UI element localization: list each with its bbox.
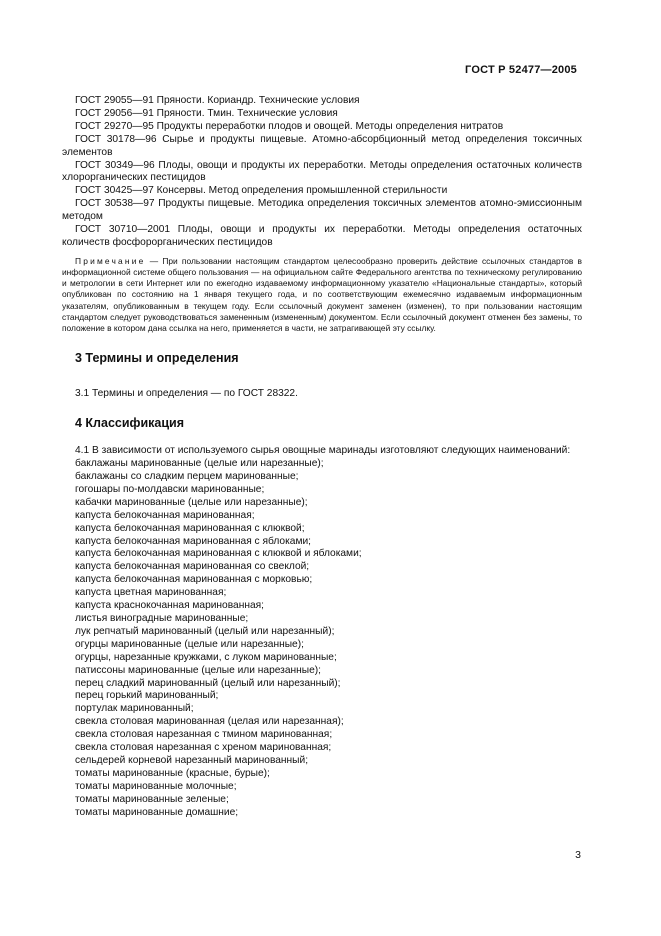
note-paragraph bbox=[62, 256, 582, 334]
reference-item: ГОСТ 29270—95 Продукты переработки плодов и овощей. Методы определения нитратов bbox=[75, 120, 504, 132]
list-item: патиссоны маринованные (целые или нарезанные); bbox=[75, 664, 321, 676]
section-4-intro: 4.1 В зависимости от используемого сырья овощные маринады изготовляют следующих наименований: bbox=[75, 445, 571, 457]
list-item: капуста белокочанная маринованная с клюквой и яблоками; bbox=[75, 548, 362, 560]
list-item: баклажаны маринованные (целые или нарезанные); bbox=[75, 458, 324, 470]
reference-item: ГОСТ 29055—91 Пряности. Кориандр. Технические условия bbox=[75, 95, 360, 106]
list-item: капуста белокочанная маринованная с морковью; bbox=[75, 574, 313, 586]
list-item: капуста цветная маринованная; bbox=[75, 587, 227, 599]
reference-item: ГОСТ 30710—2001 Плоды, овощи и продукты их переработки. Методы определения остаточных количеств фосфорорганических пестицидов bbox=[62, 224, 582, 248]
list-item: баклажаны со сладким перцем маринованные; bbox=[75, 471, 299, 483]
reference-item: ГОСТ 30425—97 Консервы. Метод определения промышленной стерильности bbox=[75, 185, 448, 197]
section-3-heading: 3 Термины и определения bbox=[75, 351, 239, 366]
list-item: лук репчатый маринованный (целый или нарезанный); bbox=[75, 625, 335, 637]
normative-references bbox=[62, 95, 582, 250]
reference-item: ГОСТ 30349—96 Плоды, овощи и продукты их переработки. Методы определения остаточных количеств хлорорганических пестицидов bbox=[62, 159, 582, 184]
document-header: ГОСТ Р 52477—2005 bbox=[465, 64, 577, 76]
list-item: капуста краснокочанная маринованная; bbox=[75, 600, 264, 612]
list-item: томаты маринованные домашние; bbox=[75, 806, 239, 818]
list-item: томаты маринованные (красные, бурые); bbox=[75, 767, 270, 779]
list-item: гогошары по-молдавски маринованные; bbox=[75, 483, 265, 495]
list-item: перец сладкий маринованный (целый или нарезанный); bbox=[75, 677, 341, 689]
list-item: капуста белокочанная маринованная со свеклой; bbox=[75, 561, 310, 573]
marinade-list bbox=[62, 458, 582, 819]
reference-item: ГОСТ 30538—97 Продукты пищевые. Методика определения токсичных элементов атомно-эмиссионным методом bbox=[62, 198, 582, 223]
list-item: томаты маринованные зеленые; bbox=[75, 793, 229, 805]
page-content bbox=[62, 95, 582, 819]
list-item: листья виноградные маринованные; bbox=[75, 612, 249, 624]
list-item: свекла столовая маринованная (целая или нарезанная); bbox=[75, 716, 344, 728]
section-4-heading: 4 Классификация bbox=[75, 416, 185, 431]
note-text: — При пользовании настоящим стандартом целесообразно проверить действие ссылочных стандартов в информационной системе общего пользования — на официальном сайте Федерального агентства по техническому регулированию и метрологии в сети Интернет или по ежегодно издаваемому информационному указателю «Национальные стандарты», который опубликован по состоянию на 1 января текущего года, и по соответствующим ежемесячно издаваемым информационным указателям, опубликованным в текущем году. Если ссылочный документ заменен (изменен), то при пользовании настоящим стандартом следует руководствоваться замененным (измененным) документом. Если ссылочный документ отменен без замены, то положение в котором дана ссылка на него, применяется в части, не затрагивающей эту ссылку. bbox=[62, 255, 582, 334]
list-item: томаты маринованные молочные; bbox=[75, 780, 237, 792]
list-item: капуста белокочанная маринованная; bbox=[75, 509, 255, 521]
reference-item: ГОСТ 29056—91 Пряности. Тмин. Технические условия bbox=[75, 107, 338, 119]
list-item: портулак маринованный; bbox=[75, 703, 194, 715]
section-3-text: 3.1 Термины и определения — по ГОСТ 28322. bbox=[75, 388, 298, 400]
list-item: огурцы, нарезанные кружками, с луком маринованные; bbox=[75, 651, 337, 663]
list-item: кабачки маринованные (целые или нарезанные); bbox=[75, 496, 308, 508]
list-item: свекла столовая нарезанная с тмином маринованная; bbox=[75, 729, 333, 741]
list-item: капуста белокочанная маринованная с клюквой; bbox=[75, 522, 305, 534]
list-item: свекла столовая нарезанная с хреном маринованная; bbox=[75, 742, 332, 754]
note-label: Примечание bbox=[75, 255, 146, 266]
page-number: 3 bbox=[575, 849, 581, 861]
list-item: сельдерей корневой нарезанный маринованный; bbox=[75, 754, 309, 766]
reference-item: ГОСТ 30178—96 Сырье и продукты пищевые. Атомно-абсорбционный метод определения токсичных элементов bbox=[62, 133, 582, 158]
list-item: перец горький маринованный; bbox=[75, 690, 219, 702]
list-item: капуста белокочанная маринованная с яблоками; bbox=[75, 535, 311, 547]
list-item: огурцы маринованные (целые или нарезанные); bbox=[75, 638, 304, 650]
